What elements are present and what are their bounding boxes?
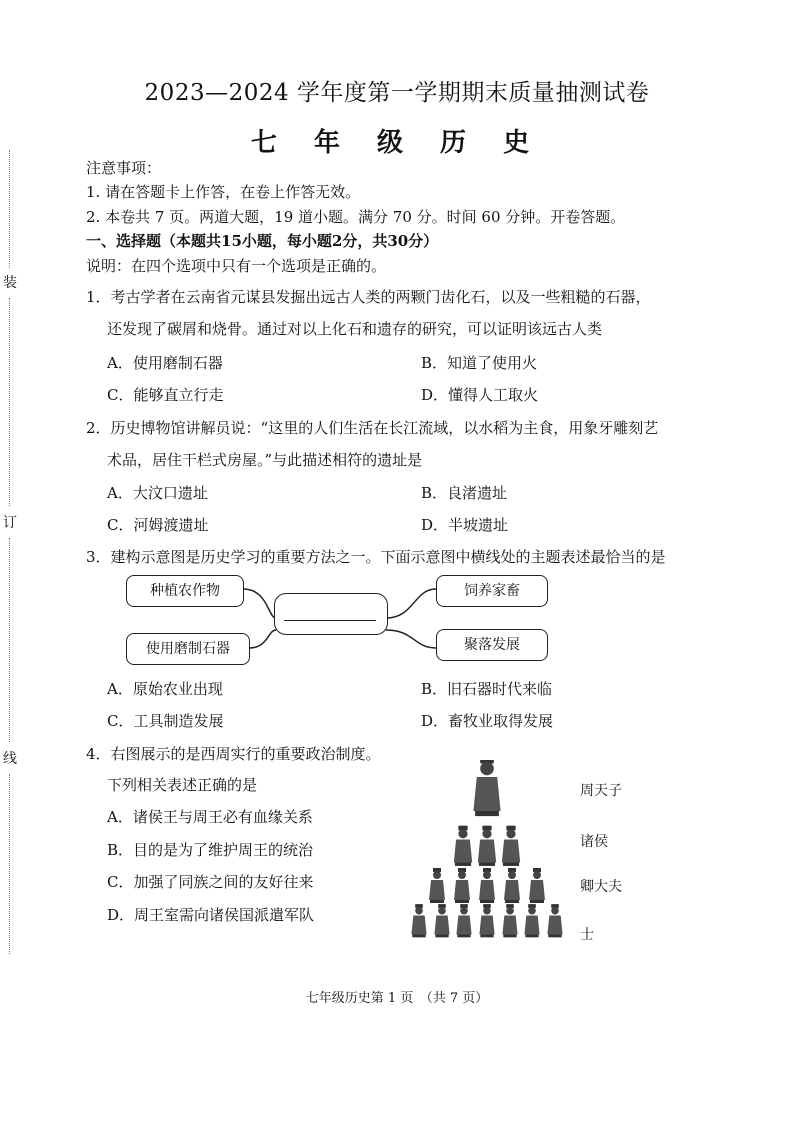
option-b: B．知道了使用火 [421, 354, 538, 372]
question-stem: 2．历史博物馆讲解员说：“这里的人们生活在长江流域，以水稻为主食，用象牙雕刻艺 [86, 419, 659, 437]
binding-dotted-line [9, 150, 10, 268]
section-title: 一、选择题（本题共15小题，每小题2分，共30分） [86, 232, 439, 250]
option-a: A．原始农业出现 [107, 680, 223, 698]
question-stem: 术品，居住干栏式房屋。”与此描述相符的遗址是 [107, 451, 423, 469]
option-a: A．诸侯王与周王必有血缘关系 [107, 808, 313, 826]
hierarchy-label-king: 周天子 [580, 783, 622, 799]
option-d: D．周王室需向诸侯国派遣军队 [107, 906, 315, 924]
option-a: A．大汶口遗址 [107, 484, 208, 502]
question-stem: 还发现了碳屑和烧骨。通过对以上化石和遗存的研究，可以证明该远古人类 [107, 320, 603, 338]
notes-heading: 注意事项： [86, 159, 162, 177]
option-a: A．使用磨制石器 [107, 354, 223, 372]
option-b: B．良渚遗址 [421, 484, 508, 502]
binding-dotted-line [9, 298, 10, 506]
binding-dotted-line [9, 774, 10, 954]
section-instruction: 说明：在四个选项中只有一个选项是正确的。 [86, 257, 387, 275]
diagram-blank-line [284, 620, 376, 621]
option-c: C．加强了同族之间的友好往来 [107, 873, 314, 891]
option-c: C．河姆渡遗址 [107, 516, 209, 534]
diagram-node: 饲养家畜 [436, 575, 548, 607]
question-stem: 下列相关表述正确的是 [107, 776, 258, 794]
hierarchy-label-lords: 诸侯 [580, 834, 608, 850]
diagram-node: 聚落发展 [436, 629, 548, 661]
note-item: 2. 本卷共 7 页。两道大题，19 道小题。满分 70 分。时间 60 分钟。开卷答题。 [86, 208, 626, 226]
option-c: C．工具制造发展 [107, 712, 224, 730]
binding-label-xian: 线 [3, 751, 17, 767]
option-d: D．懂得人工取火 [421, 386, 539, 404]
option-b: B．旧石器时代来临 [421, 680, 553, 698]
question-stem: 3．建构示意图是历史学习的重要方法之一。下面示意图中横线处的主题表述最恰当的是 [86, 548, 666, 566]
option-b: B．目的是为了维护周王的统治 [107, 841, 314, 859]
diagram-center-box [274, 593, 388, 635]
question-stem: 1．考古学者在云南省元谋县发掘出远古人类的两颗门齿化石，以及一些粗糙的石器， [86, 288, 651, 306]
hierarchy-label-shi: 士 [580, 927, 594, 943]
diagram-node: 使用磨制石器 [126, 633, 250, 665]
note-item: 1. 请在答题卡上作答，在卷上作答无效。 [86, 183, 361, 201]
binding-label-zhuang: 装 [3, 275, 17, 291]
hierarchy-label-ministers: 卿大夫 [580, 879, 622, 895]
option-c: C．能够直立行走 [107, 386, 224, 404]
binding-dotted-line [9, 538, 10, 742]
question-stem: 4．右图展示的是西周实行的重要政治制度。 [86, 745, 381, 763]
diagram-node: 种植农作物 [126, 575, 244, 607]
option-d: D．半坡遗址 [421, 516, 509, 534]
binding-label-ding: 订 [3, 515, 17, 531]
feudal-hierarchy-figure [405, 760, 575, 940]
exam-subject: 七 年 级 历 史 [250, 128, 544, 158]
exam-title: 2023—2024 学年度第一学期期末质量抽测试卷 [144, 80, 650, 106]
option-d: D．畜牧业取得发展 [421, 712, 554, 730]
page-footer: 七年级历史第 1 页 （共 7 页） [305, 991, 489, 1006]
